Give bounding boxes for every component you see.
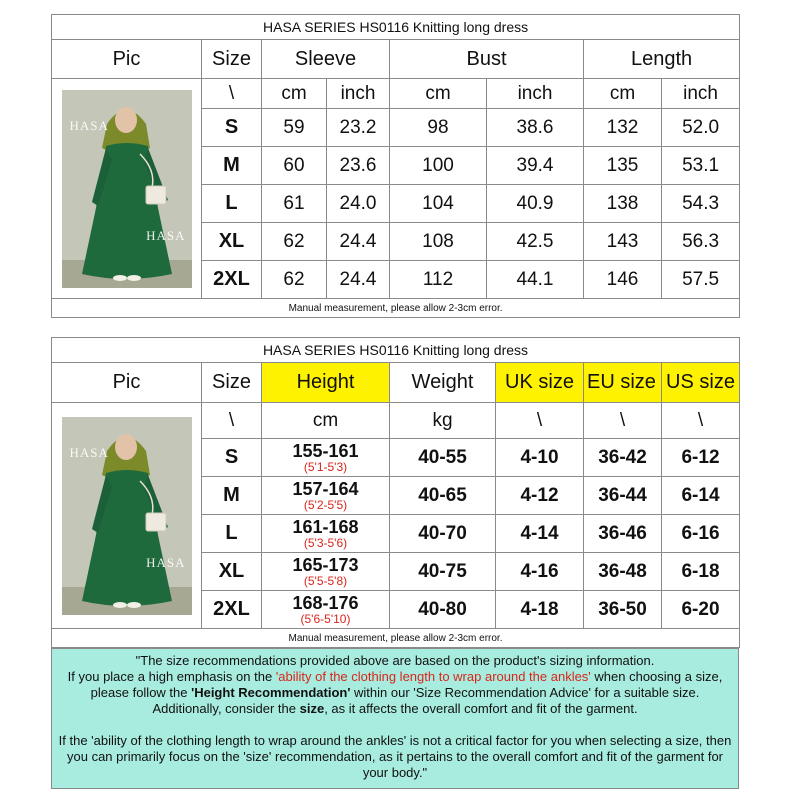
bust-inch: 44.1 [487,261,584,299]
unit-bust-inch: inch [487,79,584,109]
size-label: S [202,109,262,147]
notice-highlight-red: 'ability of the clothing length to wrap around the ankles' [275,669,591,684]
size-label: L [202,185,262,223]
weight-range: 40-75 [390,553,496,591]
us-size: 6-16 [662,515,740,553]
length-cm: 138 [584,185,662,223]
header-uk-size: UK size [496,363,584,403]
length-cm: 135 [584,147,662,185]
height-feet: (5'3-5'6) [303,536,348,550]
sleeve-inch: 24.4 [327,223,390,261]
length-inch: 56.3 [662,223,740,261]
unit-sleeve-cm: cm [262,79,327,109]
height-cm: 161-168 [292,517,359,537]
notice-intro: "The size recommendations provided above are based on the product's sizing information. [135,653,655,668]
unit-bust-cm: cm [390,79,487,109]
notice-text: If you place a high emphasis on the [67,669,276,684]
header-pic: Pic [52,363,202,403]
sleeve-cm: 62 [262,261,327,299]
us-size: 6-18 [662,553,740,591]
length-inch: 52.0 [662,109,740,147]
header-length: Length [584,40,740,79]
bust-cm: 98 [390,109,487,147]
sleeve-cm: 59 [262,109,327,147]
header-pic: Pic [52,40,202,79]
uk-size: 4-14 [496,515,584,553]
size-label: 2XL [202,261,262,299]
height-feet: (5'5-5'8) [303,574,348,588]
height-cm: 155-161 [292,441,359,461]
unit-sleeve-inch: inch [327,79,390,109]
unit-size: \ [202,403,262,439]
size-label: M [202,147,262,185]
header-size: Size [202,40,262,79]
height-range [262,591,390,629]
height-range [262,477,390,515]
size-recommendation-notice [51,648,739,789]
weight-range: 40-70 [390,515,496,553]
eu-size: 36-48 [584,553,662,591]
notice-text: , as it affects the overall comfort and fit of the garment. [324,701,638,716]
bust-cm: 100 [390,147,487,185]
eu-size: 36-50 [584,591,662,629]
watermark-top: HASA [69,117,109,133]
sleeve-cm: 61 [262,185,327,223]
uk-size: 4-12 [496,477,584,515]
length-inch: 54.3 [662,185,740,223]
notice-paragraph-2: If the 'ability of the clothing length to wrap around the ankles' is not a critical factor for you when selecting a size, then you can primarily focus on the 'size' recommendation, as it pertains to the overall comfort and fit of the garment for your body." [58,733,732,780]
bust-inch: 42.5 [487,223,584,261]
watermark-bottom: HASA [146,227,186,243]
bust-inch: 38.6 [487,109,584,147]
notice-size-bold: size [299,701,325,716]
measurement-note: Manual measurement, please allow 2-3cm error. [52,629,740,648]
height-feet: (5'6-5'10) [300,612,351,626]
unit-length-inch: inch [662,79,740,109]
product-photo [62,90,192,288]
bust-cm: 104 [390,185,487,223]
height-cm: 157-164 [292,479,359,499]
height-range [262,515,390,553]
unit-weight: kg [390,403,496,439]
uk-size: 4-10 [496,439,584,477]
product-photo [62,417,192,615]
sleeve-inch: 23.2 [327,109,390,147]
header-eu-size: EU size [584,363,662,403]
height-feet: (5'2-5'5) [303,498,348,512]
eu-size: 36-44 [584,477,662,515]
header-sleeve: Sleeve [262,40,390,79]
height-range [262,439,390,477]
weight-range: 40-55 [390,439,496,477]
notice-paragraph-1 [58,653,732,717]
header-bust: Bust [390,40,584,79]
height-cm: 168-176 [292,593,359,613]
us-size: 6-12 [662,439,740,477]
eu-size: 36-46 [584,515,662,553]
unit-uk: \ [496,403,584,439]
unit-length-cm: cm [584,79,662,109]
size-label: XL [202,553,262,591]
weight-range: 40-65 [390,477,496,515]
length-inch: 57.5 [662,261,740,299]
header-us-size: US size [662,363,740,403]
bust-inch: 40.9 [487,185,584,223]
bust-cm: 112 [390,261,487,299]
uk-size: 4-18 [496,591,584,629]
size-table-recommendation [51,337,740,648]
watermark-top: HASA [69,444,109,460]
notice-text: when choosing a size, please follow the [90,669,723,700]
length-cm: 146 [584,261,662,299]
size-label: S [202,439,262,477]
size-label: 2XL [202,591,262,629]
size-label: M [202,477,262,515]
sleeve-cm: 62 [262,223,327,261]
notice-height-recommendation: 'Height Recommendation' [191,685,351,700]
product-photo-cell [52,403,202,629]
notice-text: within our 'Size Recommendation Advice' for a suitable size. Additionally, consider the [152,685,700,716]
sleeve-inch: 24.4 [327,261,390,299]
height-range [262,553,390,591]
unit-size: \ [202,79,262,109]
sleeve-cm: 60 [262,147,327,185]
weight-range: 40-80 [390,591,496,629]
unit-height: cm [262,403,390,439]
bust-inch: 39.4 [487,147,584,185]
height-feet: (5'1-5'3) [303,460,348,474]
sleeve-inch: 24.0 [327,185,390,223]
height-cm: 165-173 [292,555,359,575]
us-size: 6-14 [662,477,740,515]
us-size: 6-20 [662,591,740,629]
measurement-note: Manual measurement, please allow 2-3cm error. [52,299,740,318]
length-inch: 53.1 [662,147,740,185]
watermark-bottom: HASA [146,554,186,570]
length-cm: 143 [584,223,662,261]
unit-eu: \ [584,403,662,439]
header-size: Size [202,363,262,403]
sleeve-inch: 23.6 [327,147,390,185]
unit-us: \ [662,403,740,439]
header-weight: Weight [390,363,496,403]
product-photo-cell [52,79,202,299]
bust-cm: 108 [390,223,487,261]
eu-size: 36-42 [584,439,662,477]
size-label: XL [202,223,262,261]
table-title: HASA SERIES HS0116 Knitting long dress [52,338,740,363]
size-label: L [202,515,262,553]
size-table-measurements [51,14,740,318]
length-cm: 132 [584,109,662,147]
table-title: HASA SERIES HS0116 Knitting long dress [52,15,740,40]
uk-size: 4-16 [496,553,584,591]
header-height: Height [262,363,390,403]
